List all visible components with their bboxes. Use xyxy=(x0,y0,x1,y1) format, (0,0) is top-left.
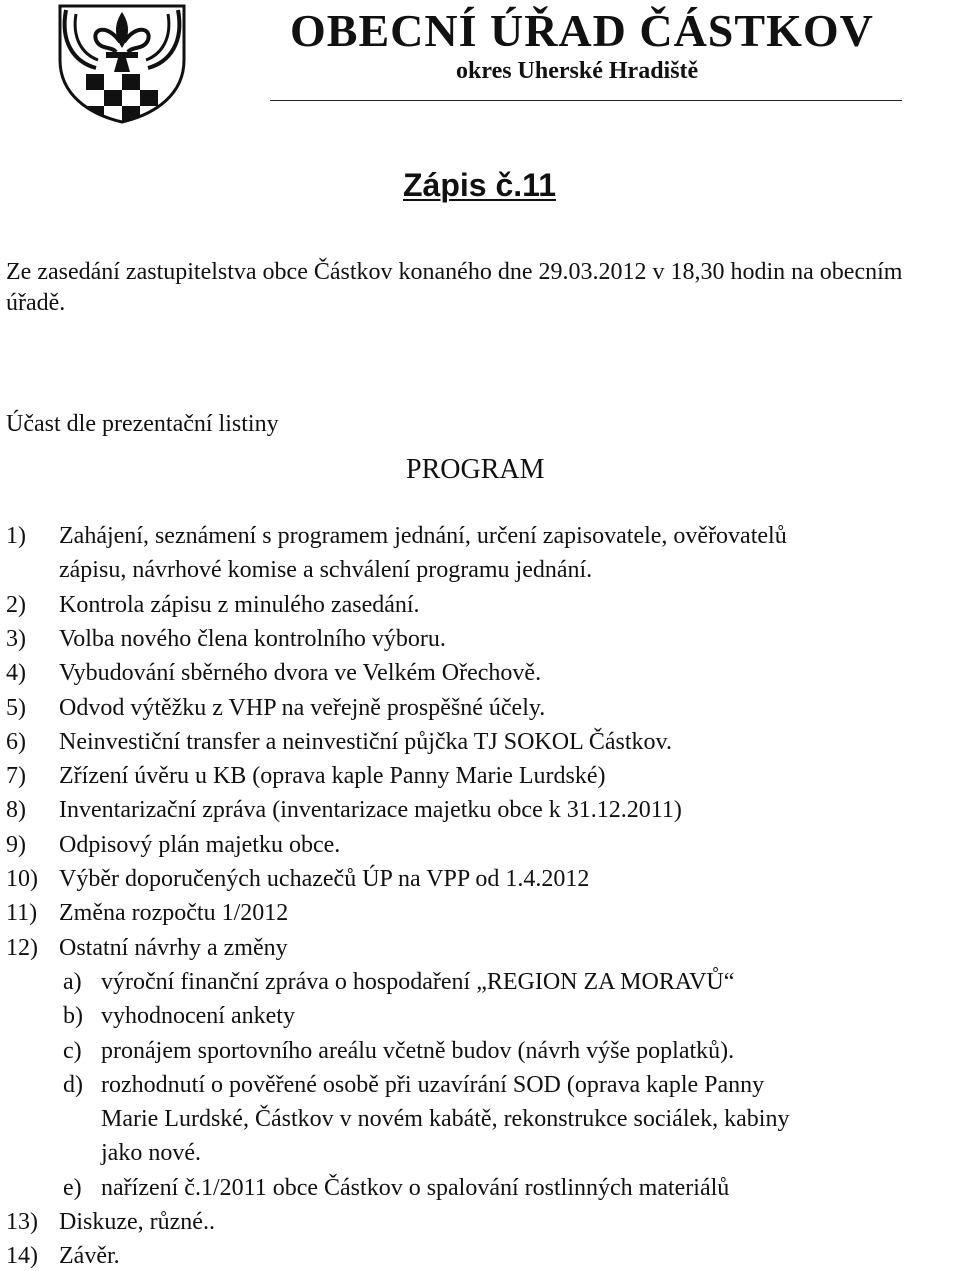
item-number: 8) xyxy=(6,797,26,824)
item-text: Závěr. xyxy=(59,1243,120,1270)
item-number: d) xyxy=(63,1071,83,1098)
item-number: 9) xyxy=(6,831,26,858)
item-number: b) xyxy=(63,1003,83,1030)
item-number: 1) xyxy=(6,523,26,549)
municipal-crest-logo xyxy=(56,2,188,124)
item-text: Marie Lurdské, Částkov v novém kabátě, rekonstrukce sociálek, kabiny xyxy=(101,1106,790,1133)
item-number: 4) xyxy=(6,660,26,687)
item-number: 5) xyxy=(6,694,26,721)
item-number: 6) xyxy=(6,728,26,755)
item-text: výroční finanční zpráva o hospodaření „REGION ZA MORAVŮ“ xyxy=(101,968,735,995)
meeting-intro: Ze zasedání zastupitelstva obce Částkov konaného dne 29.03.2012 v 18,30 hodin na obecním úřadě. xyxy=(6,259,903,316)
item-number: 12) xyxy=(6,934,38,961)
item-text: Inventarizační zpráva (inventarizace majetku obce k 31.12.2011) xyxy=(59,797,682,824)
item-number: c) xyxy=(63,1037,82,1064)
item-number: 13) xyxy=(6,1209,38,1235)
item-text: rozhodnutí o pověřené osobě při uzavírání SOD (oprava kaple Panny xyxy=(101,1071,765,1098)
item-number: a) xyxy=(63,968,82,995)
attendance-note: Účast dle prezentační listiny xyxy=(6,411,279,437)
program-heading: PROGRAM xyxy=(406,454,545,485)
item-number: 14) xyxy=(6,1243,38,1270)
item-text: Změna rozpočtu 1/2012 xyxy=(59,900,289,927)
document-title: Zápis č.11 xyxy=(403,167,556,203)
item-text: Kontrola zápisu z minulého zasedání. xyxy=(59,591,420,618)
item-text: Neinvestiční transfer a neinvestiční půjčka TJ SOKOL Částkov. xyxy=(59,728,672,755)
item-text: Odpisový plán majetku obce. xyxy=(59,831,341,858)
item-text: vyhodnocení ankety xyxy=(101,1003,295,1030)
item-text: pronájem sportovního areálu včetně budov (návrh výše poplatků). xyxy=(101,1037,735,1064)
item-text: Vybudování sběrného dvora ve Velkém Ořechově. xyxy=(59,660,542,687)
office-title: OBECNÍ ÚŘAD ČÁSTKOV xyxy=(290,5,874,56)
item-number: 7) xyxy=(6,763,26,790)
item-number: e) xyxy=(63,1174,82,1201)
item-number: 2) xyxy=(6,591,26,618)
item-text: jako nové. xyxy=(101,1140,201,1167)
header-divider xyxy=(270,100,902,101)
item-text: Odvod výtěžku z VHP na veřejně prospěšné účely. xyxy=(59,694,546,721)
item-number: 3) xyxy=(6,625,26,652)
item-text: Zřízení úvěru u KB (oprava kaple Panny Marie Lurdské) xyxy=(59,763,606,790)
item-text: Ostatní návrhy a změny xyxy=(59,934,288,961)
item-number: 10) xyxy=(6,866,38,892)
office-district: okres Uherské Hradiště xyxy=(456,58,699,84)
item-text: nařízení č.1/2011 obce Částkov o spalování rostlinných materiálů xyxy=(101,1174,730,1201)
item-text: Zahájení, seznámení s programem jednání, určení zapisovatele, ověřovatelů xyxy=(59,523,787,549)
item-text: Volba nového člena kontrolního výboru. xyxy=(59,625,446,652)
item-number: 11) xyxy=(6,900,38,927)
item-text: Výběr doporučených uchazečů ÚP na VPP od 1.4.2012 xyxy=(59,866,590,892)
item-text: zápisu, návrhové komise a schválení programu jednání. xyxy=(59,557,593,584)
item-text: Diskuze, různé.. xyxy=(59,1209,215,1235)
